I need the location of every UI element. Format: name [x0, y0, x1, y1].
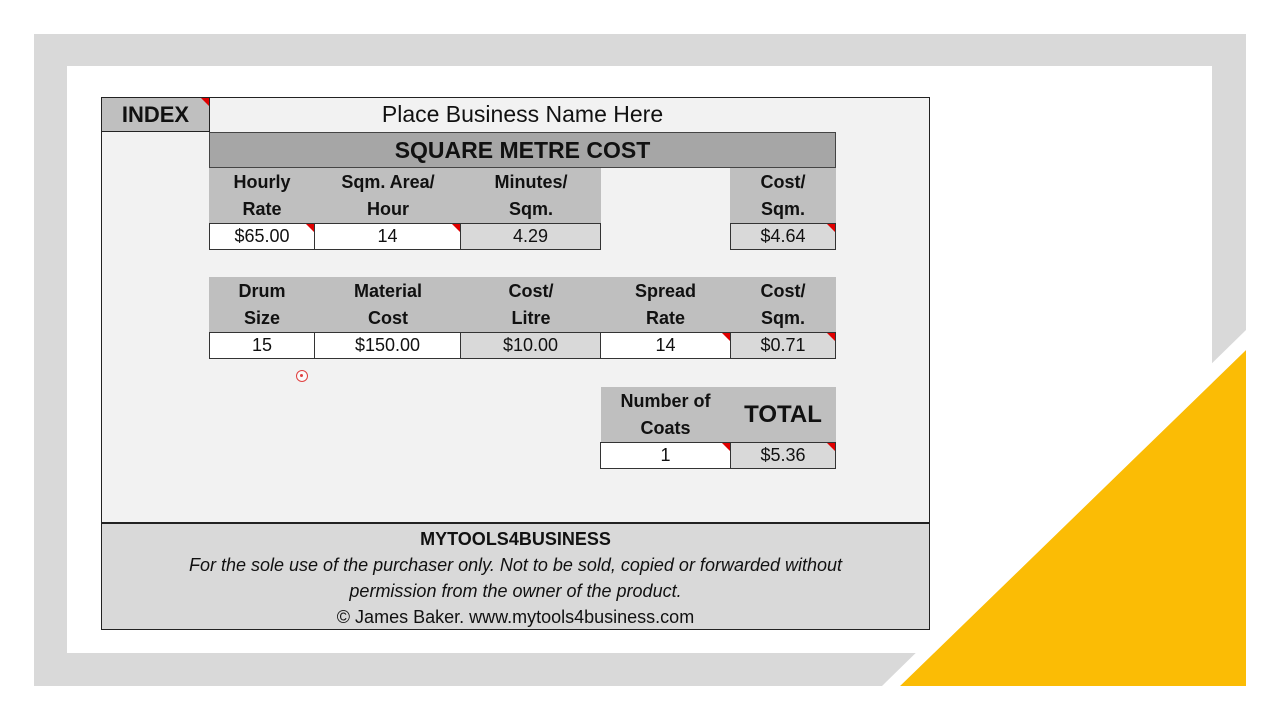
header-line: Sqm. Area/	[341, 171, 435, 192]
header-line: TOTAL	[744, 401, 822, 428]
footer-notice	[101, 523, 930, 630]
material-cost-header	[315, 277, 461, 332]
cost-litre-value: $10.00	[460, 332, 601, 359]
total-header	[730, 387, 836, 442]
header-line: Number of	[620, 390, 711, 411]
material-cost-sqm-header	[730, 277, 836, 332]
drum-size-input[interactable]: 15	[209, 332, 315, 359]
header-line: Sqm.	[508, 198, 553, 219]
cost-litre-header	[461, 277, 601, 332]
number-of-coats-input[interactable]: 1	[600, 442, 731, 469]
calculator-title: SQUARE METRE COST	[209, 132, 836, 168]
header-line: Size	[243, 307, 281, 328]
drum-size-header	[209, 277, 315, 332]
hourly-rate-input[interactable]: $65.00	[209, 223, 315, 250]
footer-notice-line: permission from the owner of the product.	[349, 581, 682, 601]
number-of-coats-header	[601, 387, 730, 442]
header-line: Litre	[511, 307, 551, 328]
header-line: Sqm.	[760, 198, 805, 219]
minutes-sqm-header	[461, 168, 601, 223]
material-cost-sqm-value: $0.71	[730, 332, 836, 359]
header-line: Rate	[645, 307, 685, 328]
sqm-area-hour-input[interactable]: 14	[314, 223, 461, 250]
header-line: Coats	[640, 417, 691, 438]
header-line: Sqm.	[760, 307, 805, 328]
index-button[interactable]: INDEX	[101, 97, 210, 132]
header-line: Cost/	[760, 280, 806, 301]
footer-notice-line: For the sole use of the purchaser only. Not to be sold, copied or forwarded without	[188, 555, 843, 575]
footer-copyright[interactable]: © James Baker. www.mytools4business.com	[336, 607, 695, 627]
header-line: Hourly	[233, 171, 291, 192]
minutes-sqm-value: 4.29	[460, 223, 601, 250]
spread-rate-input[interactable]: 14	[600, 332, 731, 359]
header-line: Cost	[368, 307, 408, 328]
spread-rate-header	[601, 277, 730, 332]
business-name[interactable]: Place Business Name Here	[381, 101, 664, 127]
header-line: Cost/	[508, 280, 554, 301]
header-line: Rate	[242, 198, 282, 219]
total-value: $5.36	[730, 442, 836, 469]
sqm-area-hour-header	[315, 168, 461, 223]
footer-brand: MYTOOLS4BUSINESS	[420, 529, 611, 549]
header-line: Hour	[367, 198, 409, 219]
header-line: Spread	[634, 280, 697, 301]
header-line: Material	[353, 280, 423, 301]
header-line: Minutes/	[494, 171, 568, 192]
header-line: Drum	[238, 280, 286, 301]
hourly-rate-header	[209, 168, 315, 223]
labor-cost-sqm-value: $4.64	[730, 223, 836, 250]
header-line: Cost/	[760, 171, 806, 192]
material-cost-input[interactable]: $150.00	[314, 332, 461, 359]
labor-cost-sqm-header	[730, 168, 836, 223]
cursor-icon	[296, 370, 308, 382]
